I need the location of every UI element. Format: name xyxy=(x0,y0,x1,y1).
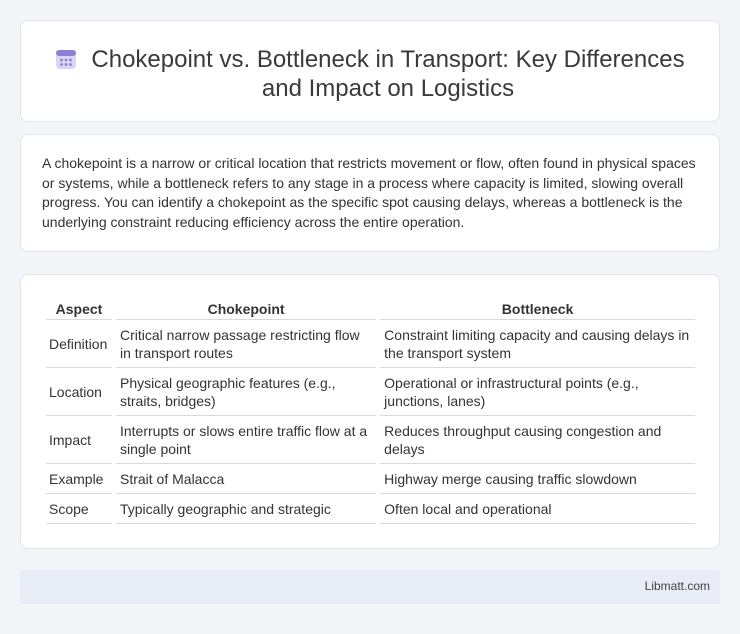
cell-aspect: Scope xyxy=(46,494,112,524)
cell-chokepoint: Physical geographic features (e.g., straits, bridges) xyxy=(116,368,376,416)
table-row xyxy=(46,494,695,524)
cell-aspect: Example xyxy=(46,464,112,494)
intro-paragraph: A chokepoint is a narrow or critical location that restricts movement or flow, often found in physical spaces or systems, while a bottleneck refers to any stage in a process where capacity is limited, slowing overall progress. You can identify a chokepoint as the specific spot causing delays, whereas a bottleneck is the underlying constraint reducing efficiency across the entire operation. xyxy=(42,155,696,230)
cell-aspect: Impact xyxy=(46,416,112,464)
header-bottleneck: Bottleneck xyxy=(380,295,695,320)
table-header-row xyxy=(46,295,695,320)
table-row xyxy=(46,416,695,464)
table-row xyxy=(46,464,695,494)
intro-card xyxy=(20,134,720,252)
footer-bar xyxy=(20,570,720,604)
cell-aspect: Definition xyxy=(46,320,112,368)
title-card xyxy=(20,20,720,122)
page-title: Chokepoint vs. Bottleneck in Transport: Key Differences and Impact on Logistics xyxy=(91,46,685,102)
header-aspect: Aspect xyxy=(46,295,112,320)
table-row xyxy=(46,368,695,416)
cell-chokepoint: Typically geographic and strategic xyxy=(116,494,376,524)
cell-bottleneck: Highway merge causing traffic slowdown xyxy=(380,464,695,494)
cell-bottleneck: Constraint limiting capacity and causing delays in the transport system xyxy=(380,320,695,368)
cell-bottleneck: Reduces throughput causing congestion and delays xyxy=(380,416,695,464)
cell-chokepoint: Strait of Malacca xyxy=(116,464,376,494)
cell-bottleneck: Operational or infrastructural points (e.g., junctions, lanes) xyxy=(380,368,695,416)
footer-brand-link[interactable]: Libmatt.com xyxy=(644,579,710,593)
comparison-table-card xyxy=(20,274,720,549)
cell-chokepoint: Critical narrow passage restricting flow in transport routes xyxy=(116,320,376,368)
table-row xyxy=(46,320,695,368)
cell-bottleneck: Often local and operational xyxy=(380,494,695,524)
cell-aspect: Location xyxy=(46,368,112,416)
header-chokepoint: Chokepoint xyxy=(116,295,376,320)
comparison-table xyxy=(42,295,699,524)
cell-chokepoint: Interrupts or slows entire traffic flow at a single point xyxy=(116,416,376,464)
